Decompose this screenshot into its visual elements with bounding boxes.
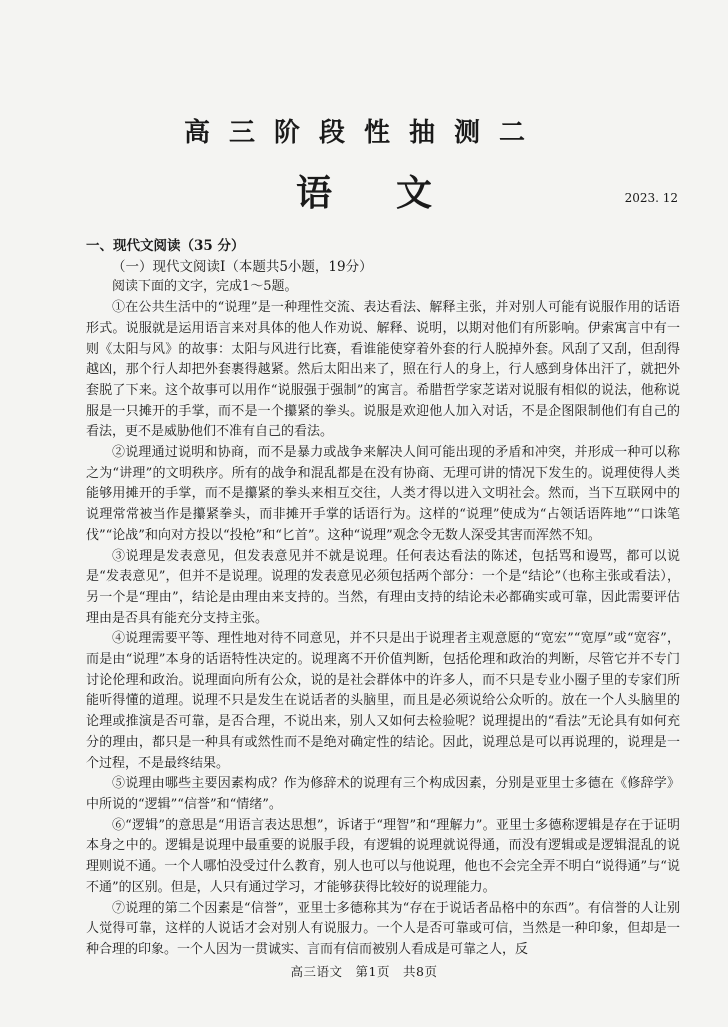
section-subheading: （一）现代文阅读Ⅰ（本题共5小题，19分）: [112, 258, 373, 275]
page-footer: 高三语文 第1页 共8页: [290, 964, 438, 979]
reading-section: [86, 236, 680, 961]
paragraph-5: ⑤说理由哪些主要因素构成？作为修辞术的说理有三个构成因素，分别是亚里士多德在《修辞学》中所说的“逻辑”“信誉”和“情绪”。: [86, 776, 680, 812]
section-heading: 一、现代文阅读（35 分）: [86, 238, 245, 254]
paragraph-6: ⑥“逻辑”的意思是“用语言表达思想”，诉诸于“理智”和“理解力”。亚里士多德称逻辑是存在于证明本身之中的。逻辑是说理中最重要的说服手段，有逻辑的说理就说得通，而没有逻辑或是逻辑混乱的说理则说不通。一个人哪怕没受过什么教育，别人也可以与他说理，他也不会完全弄不明白“说得通”与“说不通”的区别。但是，人只有通过学习，才能够获得比较好的说理能力。: [86, 817, 680, 895]
subject-title: 语文: [295, 172, 496, 214]
exam-date: 2023. 12: [624, 191, 678, 205]
section-instruction: 阅读下面的文字，完成1～5题。: [112, 279, 298, 295]
paragraph-4: ④说理需要平等、理性地对待不同意见，并不只是出于说理者主观意愿的“宽宏”“宽厚”或“宽容”，而是由“说理”本身的话语特性决定的。说理离不开价值判断，包括伦理和政治的判断，尽管它并不专门讨论伦理和政治。说理面向所有公众，说的是社会群体中的许多人，而不只是专业小圈子里的专家们所能听得懂的道理。说理不只是发生在说话者的头脑里，而且是必须说给公众听的。放在一个人头脑里的论理或推演是否可靠，是否合理，不说出来，别人又如何去检验呢？说理提出的“看法”无论具有如何充分的理由，都只是一种具有或然性而不是绝对确定性的结论。因此，说理总是可以再说理的，说理是一个过程，不是最终结果。: [86, 631, 680, 771]
paragraph-7: ⑦说理的第二个因素是“信誉”，亚里士多德称其为“存在于说话者品格中的东西”。有信誉的人让别人觉得可靠，这样的人说话才会对别人有说服力。一个人是否可靠或可信，当然是一种印象，但却是一种合理的印象。一个人因为一贯诚实、言而有信而被别人看成是可靠之人，反: [86, 900, 680, 957]
paragraph-3: ③说理是发表意见，但发表意见并不就是说理。任何表达看法的陈述，包括骂和谩骂，都可以说是“发表意见”，但并不是说理。说理的发表意见必须包括两个部分：一个是“结论”（也称主张或看法），另一个是“理由”，结论是由理由来支持的。当然，有理由支持的结论未必都确实或可靠，因此需要评估理由是否具有能充分支持主张。: [86, 548, 680, 626]
exam-title: 高三阶段性抽测二: [183, 118, 544, 148]
paragraph-2: ②说理通过说明和协商，而不是暴力或战争来解决人间可能出现的矛盾和冲突，并形成一种可以称之为“讲理”的文明秩序。所有的战争和混乱都是在没有协商、无理可讲的情况下发生的。说理使得人类能够用摊开的手掌，而不是攥紧的拳头来相互交往，人类才得以进入文明社会。然而，当下互联网中的说理常常被当作是攥紧拳头，而非摊开手掌的话语行为。这样的“说理”使成为“占领话语阵地”“口诛笔伐”“论战”和向对方投以“投枪”和“匕首”。这种“说理”观念令无数人深受其害而浑然不知。: [86, 445, 680, 543]
paragraph-1: ①在公共生活中的“说理”是一种理性交流、表达看法、解释主张，并对别人可能有说服作用的话语形式。说服就是运用语言来对具体的他人作劝说、解释、说明，以期对他们有所影响。伊索寓言中有一则《太阳与风》的故事：太阳与风进行比赛，看谁能使穿着外套的行人脱掉外套。风刮了又刮，但刮得越凶，那个行人却把外套裹得越紧。然后太阳出来了，照在行人的身上，行人感到身体出汗了，就把外套脱了下来。这个故事可以用作“说服强于强制”的寓言。希腊哲学家芝诺对说服有相似的说法，他称说服是一只摊开的手掌，而不是一个攥紧的拳头。说服是欢迎他人加入对话，不是企图限制他们有自己的看法，更不是威胁他们不准有自己的看法。: [86, 300, 680, 440]
